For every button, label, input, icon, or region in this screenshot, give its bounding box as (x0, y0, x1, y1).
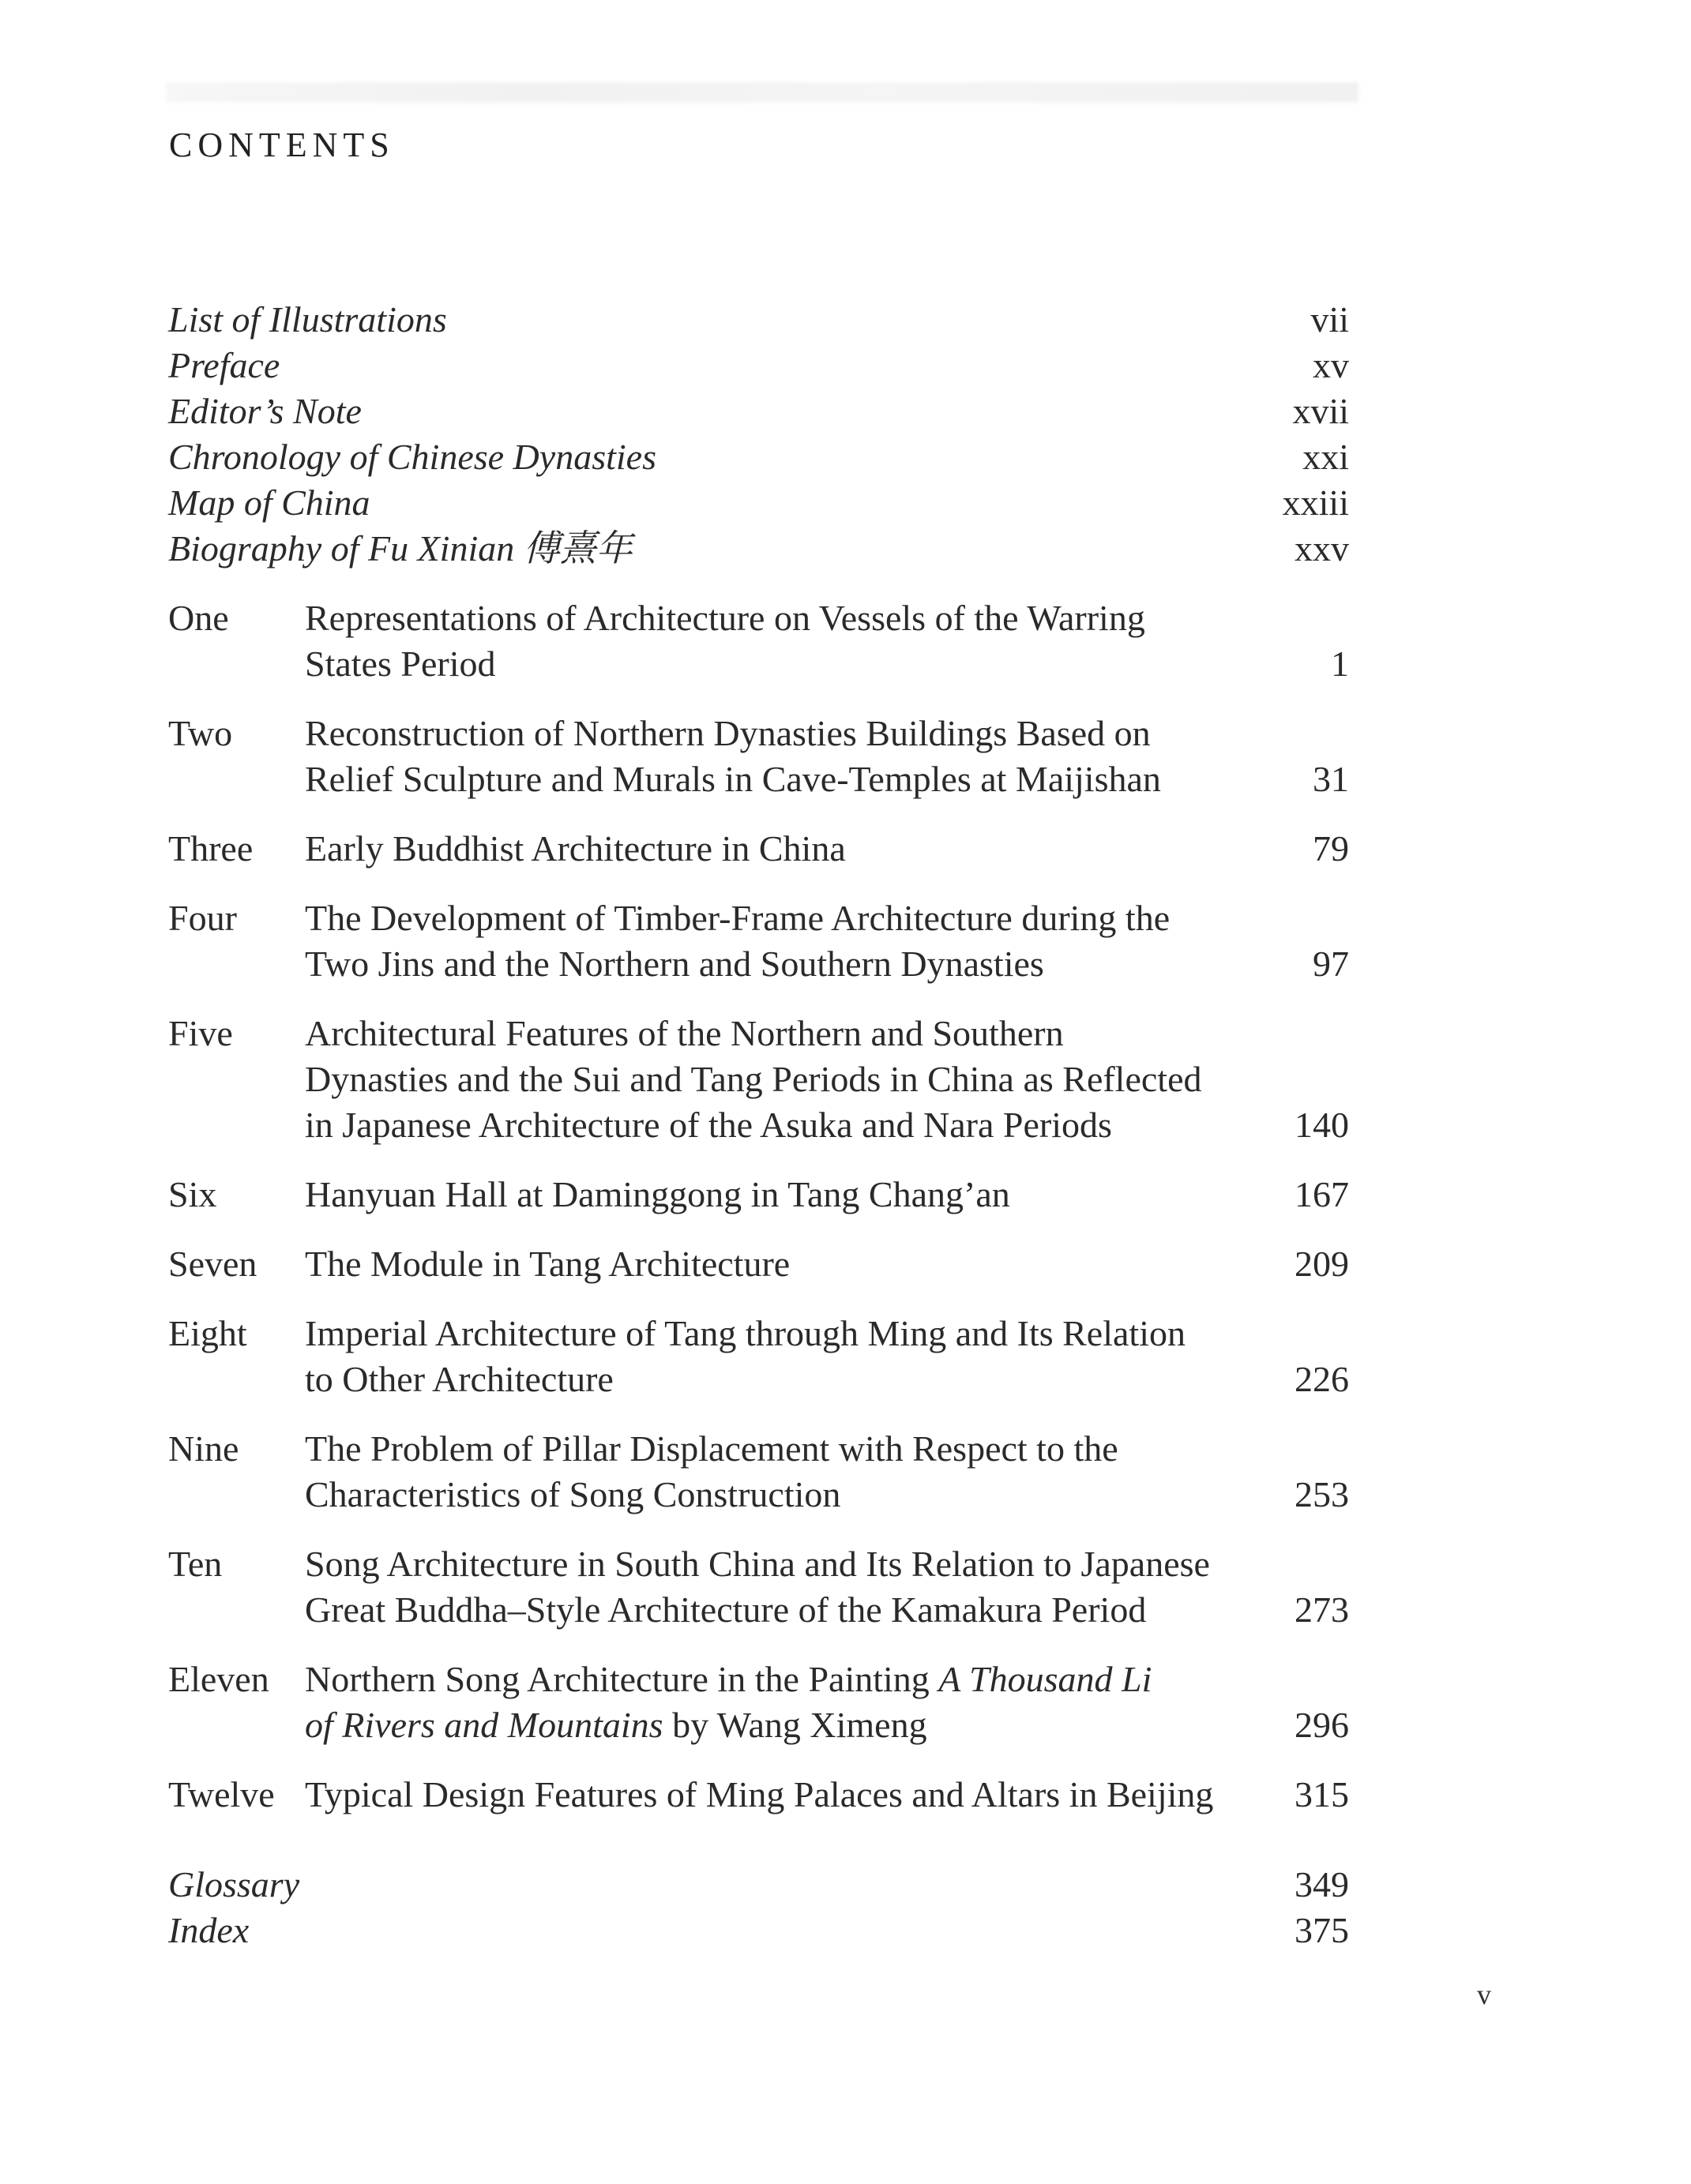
chapter-title (305, 1172, 1223, 1218)
chapter-page: 79 (1313, 828, 1349, 869)
table-of-contents (168, 297, 1349, 1953)
title-segment: Northern Song Architecture in the Painting (305, 1659, 939, 1699)
title-segment: of Rivers and Mountains (305, 1705, 663, 1745)
chapter-entry (168, 895, 1349, 987)
chapter-page: 253 (1295, 1474, 1349, 1514)
chapter-number: Eleven (168, 1659, 269, 1699)
chapter-entry (168, 1657, 1349, 1748)
toc-entry-label: List of Illustrations (168, 299, 447, 340)
chapter-number: Ten (168, 1544, 223, 1584)
title-segment: The Development of Timber-Frame Architecture during the (305, 898, 1171, 938)
chapter-number: Eight (168, 1313, 247, 1353)
chapter-title (305, 1772, 1223, 1818)
toc-entry-page: xv (1313, 345, 1349, 385)
toc-entry (168, 480, 1349, 526)
toc-entry-page: 349 (1295, 1864, 1349, 1904)
toc-entry-page: xxv (1295, 528, 1349, 569)
chapter-title (305, 895, 1223, 987)
chapter-page: 97 (1313, 944, 1349, 984)
chapter-title (305, 1541, 1223, 1633)
title-segment: Representations of Architecture on Vessels of the Warring (305, 598, 1145, 638)
chapter-entry (168, 1172, 1349, 1218)
chapter-entry (168, 1541, 1349, 1633)
toc-entry (168, 343, 1349, 388)
toc-entry-label: Glossary (168, 1864, 300, 1904)
title-segment: Song Architecture in South China and Its Relation to Japanese (305, 1544, 1210, 1584)
chapter-title-line (305, 595, 1223, 641)
toc-entry-label: Map of China (168, 482, 370, 523)
title-segment: Architectural Features of the Northern and Southern (305, 1013, 1064, 1053)
title-segment: The Module in Tang Architecture (305, 1244, 791, 1284)
title-segment: Relief Sculpture and Murals in Cave-Temples at Maijishan (305, 759, 1161, 799)
title-segment: Reconstruction of Northern Dynasties Buildings Based on (305, 713, 1151, 753)
chapter-title-line (305, 1357, 1223, 1402)
title-segment: Characteristics of Song Construction (305, 1474, 841, 1514)
page-title: CONTENTS (169, 126, 395, 164)
chapter-title-line (305, 1311, 1223, 1357)
chapter-page: 273 (1295, 1589, 1349, 1630)
chapter-number: Seven (168, 1244, 257, 1284)
chapter-page: 209 (1295, 1244, 1349, 1284)
toc-entry-page: xxiii (1282, 482, 1349, 523)
chapter-page: 167 (1295, 1174, 1349, 1214)
title-segment: A Thousand Li (938, 1659, 1152, 1699)
toc-entry-page: 375 (1295, 1910, 1349, 1950)
chapter-title (305, 1241, 1223, 1287)
front-matter-list (168, 297, 1349, 572)
chapter-entry (168, 1772, 1349, 1818)
chapter-page: 226 (1295, 1359, 1349, 1399)
chapter-title (305, 826, 1223, 872)
chapter-title-line (305, 641, 1223, 687)
title-segment: by Wang Ximeng (663, 1705, 927, 1745)
chapter-page: 31 (1313, 759, 1349, 799)
chapter-entry (168, 1426, 1349, 1518)
title-segment: Dynasties and the Sui and Tang Periods in China as Reflected (305, 1059, 1202, 1099)
chapter-title (305, 1426, 1223, 1518)
title-segment: to Other Architecture (305, 1359, 614, 1399)
toc-entry (168, 434, 1349, 480)
back-matter-list (168, 1862, 1349, 1953)
toc-entry-label: Biography of Fu Xinian 傅熹年 (168, 528, 633, 569)
chapter-entry (168, 1011, 1349, 1148)
chapter-title-line (305, 895, 1223, 941)
toc-entry (168, 388, 1349, 434)
chapter-entry (168, 1241, 1349, 1287)
chapter-page: 315 (1295, 1774, 1349, 1814)
chapter-list (168, 595, 1349, 1818)
chapter-entry (168, 1311, 1349, 1402)
title-segment: Early Buddhist Architecture in China (305, 828, 846, 869)
title-segment: Typical Design Features of Ming Palaces and Altars in Beijing (305, 1774, 1214, 1814)
toc-entry (168, 1908, 1349, 1953)
chapter-number: Four (168, 898, 237, 938)
chapter-number: Twelve (168, 1774, 275, 1814)
title-segment: in Japanese Architecture of the Asuka and Nara Periods (305, 1105, 1112, 1145)
chapter-title-line (305, 1056, 1223, 1102)
chapter-page: 296 (1295, 1705, 1349, 1745)
chapter-title-line (305, 1772, 1223, 1818)
chapter-page: 140 (1295, 1105, 1349, 1145)
chapter-number: Nine (168, 1428, 239, 1469)
chapter-title-line (305, 1657, 1223, 1702)
title-segment: Imperial Architecture of Tang through Ming and Its Relation (305, 1313, 1186, 1353)
chapter-number: Five (168, 1013, 233, 1053)
toc-entry-label: Editor’s Note (168, 391, 362, 431)
chapter-title (305, 711, 1223, 802)
chapter-number: Two (168, 713, 233, 753)
toc-entry-label: Index (168, 1910, 250, 1950)
toc-entry (168, 1862, 1349, 1908)
chapter-number: Three (168, 828, 254, 869)
chapter-title-line (305, 1172, 1223, 1218)
chapter-title-line (305, 1472, 1223, 1518)
chapter-title (305, 1011, 1223, 1148)
toc-entry (168, 297, 1349, 343)
title-segment: The Problem of Pillar Displacement with Respect to the (305, 1428, 1118, 1469)
chapter-title (305, 1311, 1223, 1402)
page-number: v (1477, 1979, 1491, 2010)
chapter-title-line (305, 826, 1223, 872)
chapter-title-line (305, 1541, 1223, 1587)
chapter-title (305, 1657, 1223, 1748)
chapter-title-line (305, 711, 1223, 756)
toc-entry (168, 526, 1349, 572)
chapter-title-line (305, 1587, 1223, 1633)
chapter-title-line (305, 941, 1223, 987)
title-segment: Two Jins and the Northern and Southern Dynasties (305, 944, 1044, 984)
chapter-page: 1 (1331, 644, 1349, 684)
chapter-entry (168, 711, 1349, 802)
toc-entry-label: Chronology of Chinese Dynasties (168, 437, 656, 477)
title-segment: States Period (305, 644, 496, 684)
chapter-number: Six (168, 1174, 217, 1214)
scan-artifact-band (166, 82, 1358, 103)
chapter-title-line (305, 1702, 1223, 1748)
chapter-title-line (305, 1011, 1223, 1056)
chapter-entry (168, 826, 1349, 872)
toc-entry-page: vii (1310, 299, 1349, 340)
title-segment: Great Buddha–Style Architecture of the Kamakura Period (305, 1589, 1147, 1630)
title-segment: Hanyuan Hall at Daminggong in Tang Chang’an (305, 1174, 1010, 1214)
chapter-title (305, 595, 1223, 687)
chapter-entry (168, 595, 1349, 687)
toc-entry-page: xxi (1302, 437, 1349, 477)
chapter-title-line (305, 1241, 1223, 1287)
chapter-title-line (305, 1426, 1223, 1472)
chapter-title-line (305, 1102, 1223, 1148)
toc-entry-label: Preface (168, 345, 280, 385)
chapter-number: One (168, 598, 229, 638)
chapter-title-line (305, 756, 1223, 802)
toc-entry-page: xvii (1292, 391, 1349, 431)
